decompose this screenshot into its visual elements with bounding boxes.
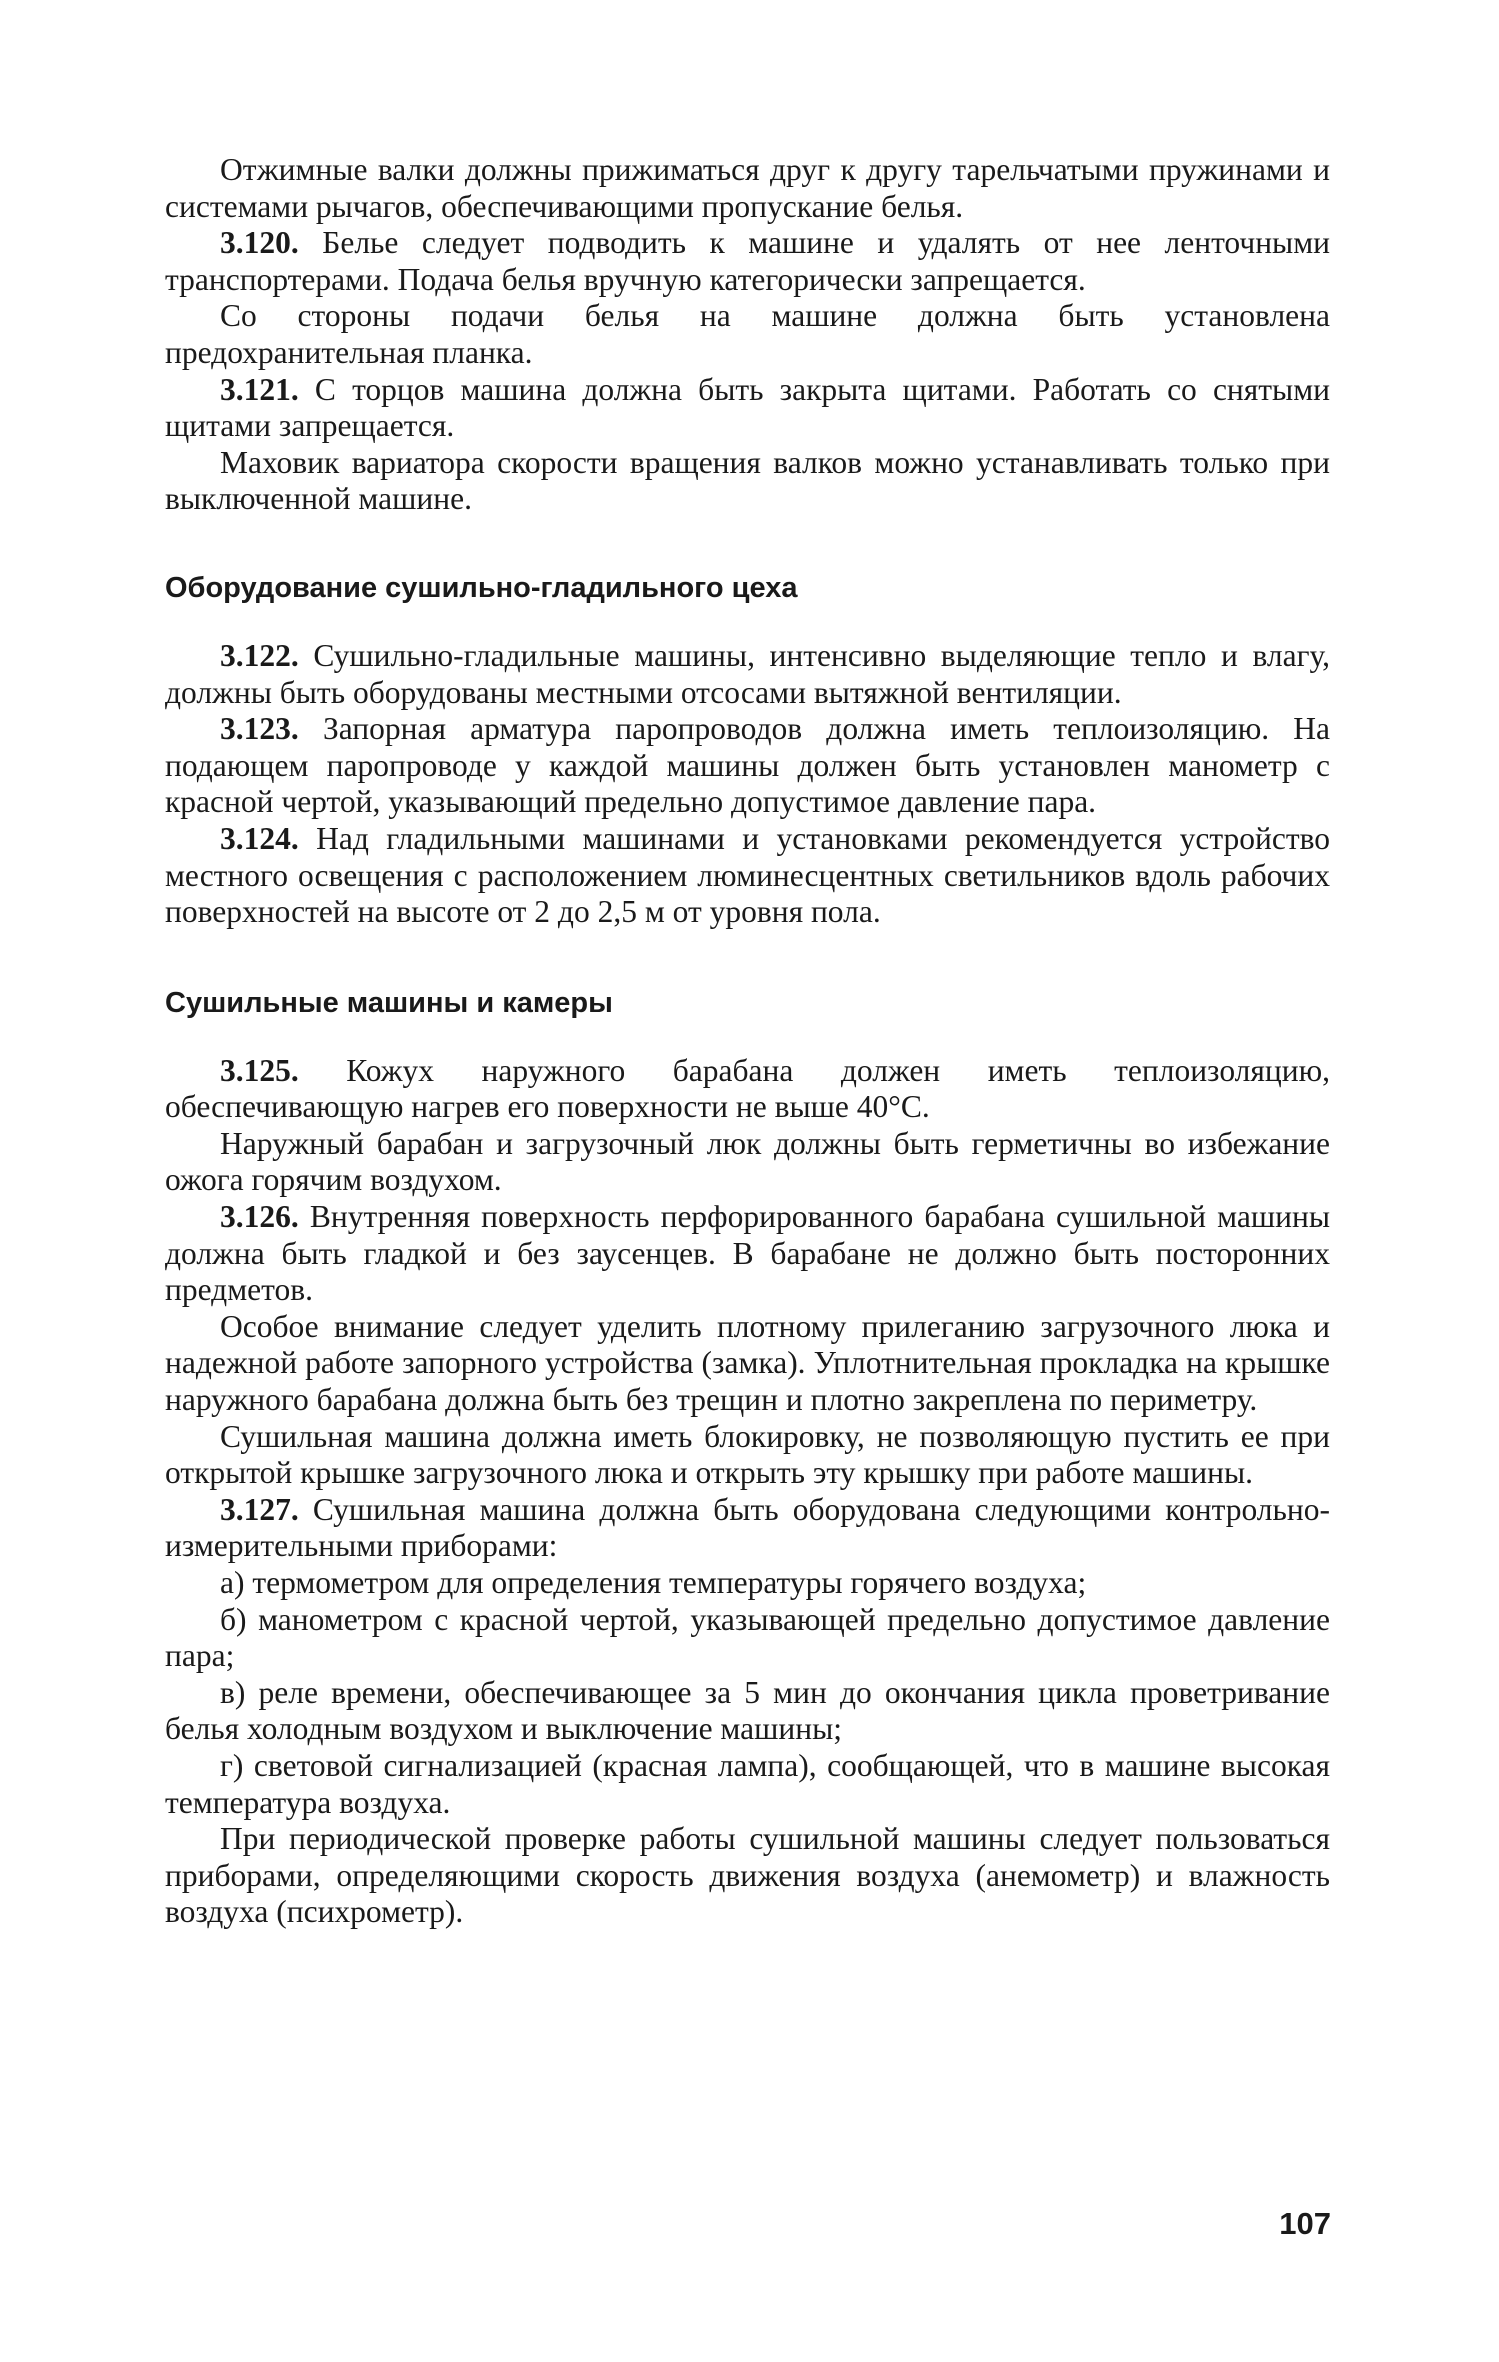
clause-number: 3.122.: [220, 637, 299, 673]
paragraph: Особое внимание следует уделить плотному прилеганию загрузочного люка и надежной работе запорного устройства (замка). Уплотнительная прокладка на крышке наружного барабана должна быть без трещин и плотно закреплена по периметру.: [165, 1308, 1330, 1418]
paragraph: 3.124. Над гладильными машинами и установками рекомендуется устройство местного освещения с расположением люминесцентных светильников вдоль рабочих поверхностей на высоте от 2 до 2,5 м от уровня пола.: [165, 820, 1330, 930]
paragraph: 3.120. Белье следует подводить к машине и удалять от нее ленточными транспортерами. Подача белья вручную категорически запрещается.: [165, 225, 1331, 297]
paragraph: Маховик вариатора скорости вращения валков можно устанавливать только при выключенной машине.: [165, 444, 1330, 517]
section-heading: Сушильные машины и камеры: [165, 986, 613, 1019]
paragraph: Со стороны подачи белья на машине должна быть установлена предохранительная планка.: [165, 298, 1330, 370]
paragraph: Сушильная машина должна иметь блокировку, не позволяющую пустить ее при открытой крышке загрузочного люка и открыть эту крышку при работе машины.: [165, 1418, 1330, 1491]
page-number: 107: [1279, 2206, 1331, 2241]
clause-number: 3.123.: [220, 711, 299, 747]
paragraph: 3.123. Запорная арматура паропроводов должна иметь теплоизоляцию. На подающем паропроводе у каждой машины должен быть установлен манометр с красной чертой, указывающий предельно допустимое давление пара.: [165, 711, 1331, 820]
clause-number: 3.121.: [220, 371, 299, 407]
paragraph: 3.127. Сушильная машина должна быть оборудована следующими контрольно-измерительными приборами:: [165, 1491, 1330, 1564]
clause-number: 3.127.: [220, 1491, 299, 1527]
list-item: а) термометром для определения температуры горячего воздуха;: [220, 1565, 1087, 1600]
clause-number: 3.125.: [220, 1052, 299, 1088]
paragraph: При периодической проверке работы сушильной машины следует пользоваться приборами, определяющими скорость движения воздуха (анемометр) и влажность воздуха (психрометр).: [165, 1821, 1330, 1930]
clause-number: 3.120.: [220, 225, 299, 261]
list-item: г) световой сигнализацией (красная лампа), сообщающей, что в машине высокая температура воздуха.: [165, 1747, 1330, 1820]
section-heading: Оборудование сушильно-гладильного цеха: [165, 571, 798, 604]
list-item: в) реле времени, обеспечивающее за 5 мин до окончания цикла проветривание белья холодным воздухом и выключение машины;: [165, 1674, 1330, 1747]
paragraph: 3.126. Внутренняя поверхность перфорированного барабана сушильной машины должна быть гладкой и без заусенцев. В барабане не должно быть посторонних предметов.: [165, 1199, 1330, 1308]
page-body: [165, 152, 1330, 1931]
paragraph: 3.125. Кожух наружного барабана должен иметь теплоизоляцию, обеспечивающую нагрев его поверхности не выше 40°С.: [165, 1052, 1330, 1125]
paragraph: Наружный барабан и загрузочный люк должны быть герметичны во избежание ожога горячим воздухом.: [165, 1125, 1330, 1198]
paragraph: Отжимные валки должны прижиматься друг к другу тарельчатыми пружинами и системами рычагов, обеспечивающими пропускание белья.: [165, 152, 1330, 224]
paragraph: 3.121. С торцов машина должна быть закрыта щитами. Работать со снятыми щитами запрещается.: [165, 371, 1331, 444]
list-item: б) манометром с красной чертой, указывающей предельно допустимое давление пара;: [165, 1601, 1330, 1674]
paragraph: 3.122. Сушильно-гладильные машины, интенсивно выделяющие тепло и влагу, должны быть оборудованы местными отсосами вытяжной вентиляции.: [165, 637, 1330, 710]
clause-number: 3.126.: [220, 1199, 299, 1235]
clause-number: 3.124.: [220, 820, 299, 856]
